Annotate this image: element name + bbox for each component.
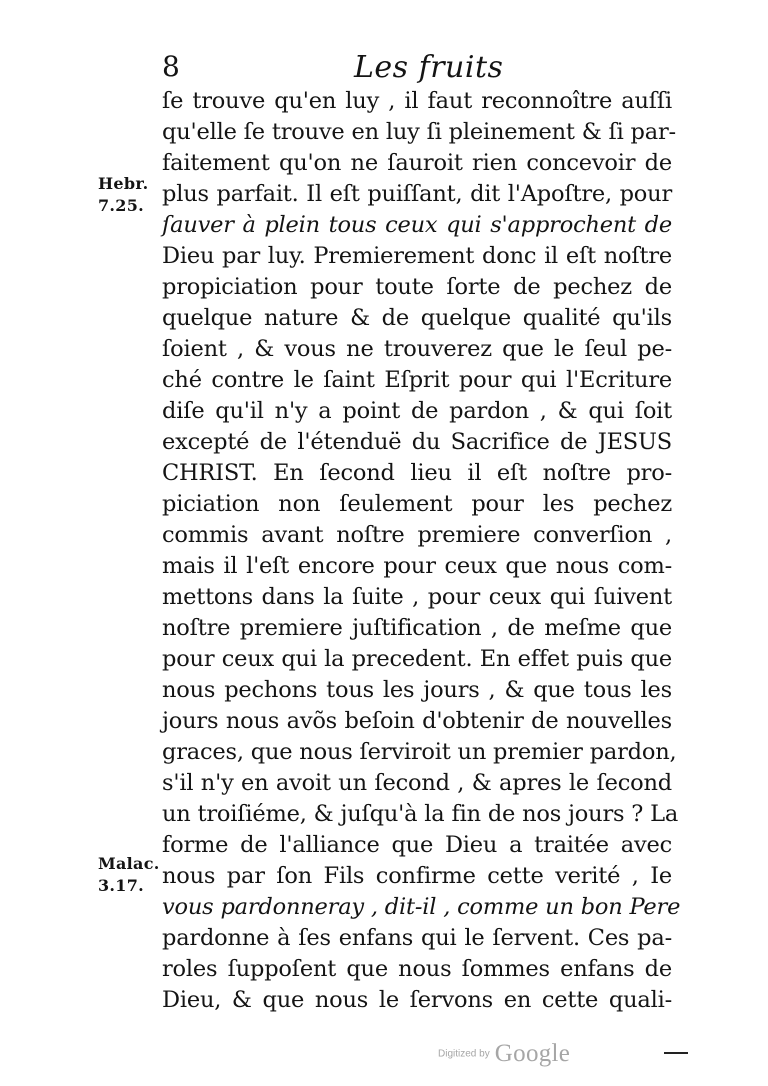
text-line: CHRIST. En ſecond lieu il eſt noſtre pro- <box>162 460 672 486</box>
text-line: ſoient , & vous ne trouverez que le ſeul pe- <box>162 336 672 362</box>
text-line: diſe qu'il n'y a point de pardon , & qui ſoit <box>162 398 672 424</box>
margin-note-malachi <box>98 853 160 897</box>
body-text <box>162 86 681 1016</box>
text-line: propiciation pour toute ſorte de pechez de <box>162 274 672 300</box>
text-line: piciation non ſeulement pour les pechez <box>162 491 672 517</box>
text-line: s'il n'y en avoit un ſecond , & apres le ſecond <box>162 770 672 796</box>
text-line: mettons dans la ſuite , pour ceux qui ſuivent <box>162 584 672 610</box>
running-title: Les fruits <box>354 50 504 85</box>
page-number: 8 <box>162 50 180 83</box>
text-line: vous pardonneray , dit-il , comme un bon Pere <box>162 894 681 920</box>
digitized-by-label: Digitized by <box>438 1048 490 1060</box>
text-line: ché contre le ſaint Eſprit pour qui l'Ecriture <box>162 367 672 393</box>
margin-note-verse: 3.17. <box>98 876 145 895</box>
corner-mark <box>664 1052 688 1054</box>
margin-note-hebrews <box>98 173 149 217</box>
text-line: faitement qu'on ne ſauroit rien concevoir de <box>162 150 672 176</box>
text-line: ſe trouve qu'en luy , il faut reconnoître auſſi <box>162 88 672 114</box>
text-line: pour ceux qui la precedent. En effet puis que <box>162 646 672 672</box>
text-line: nous par ſon Fils confirme cette verité , Ie <box>162 863 672 889</box>
text-line: quelque nature & de quelque qualité qu'ils <box>162 305 672 331</box>
text-line: noſtre premiere juſtification , de meſme que <box>162 615 672 641</box>
margin-note-book: Malac. <box>98 854 160 873</box>
text-line: plus parfait. Il eſt puiſſant, dit l'Apoſtre, pour <box>162 181 672 207</box>
digitized-by-google-watermark <box>438 1040 570 1068</box>
text-line: Dieu, & que nous le ſervons en cette quali- <box>162 987 672 1013</box>
text-line: un troiſiéme, & juſqu'à la fin de nos jours ? La <box>162 801 679 827</box>
page-header <box>162 50 662 90</box>
text-line: nous pechons tous les jours , & que tous les <box>162 677 672 703</box>
text-line: jours nous avõs beſoin d'obtenir de nouvelles <box>162 708 672 734</box>
text-line: excepté de l'étenduë du Sacrifice de JESUS <box>162 429 672 455</box>
text-line: ſauver à plein tous ceux qui s'approchent de <box>162 212 672 238</box>
margin-note-verse: 7.25. <box>98 196 145 215</box>
text-line: commis avant noſtre premiere converſion , <box>162 522 672 548</box>
text-line: forme de l'alliance que Dieu a traitée avec <box>162 832 672 858</box>
google-logo-text: Google <box>494 1040 571 1067</box>
text-line: mais il l'eſt encore pour ceux que nous com- <box>162 553 672 579</box>
text-line: Dieu par luy. Premierement donc il eſt noſtre <box>162 243 672 269</box>
text-line: roles ſuppoſent que nous ſommes enfans de <box>162 956 672 982</box>
margin-note-book: Hebr. <box>98 174 149 193</box>
text-line: qu'elle ſe trouve en luy ſi pleinement & ſi par- <box>162 119 676 145</box>
text-line: graces, que nous ſerviroit un premier pardon, <box>162 739 677 765</box>
text-line: pardonne à ſes enfans qui le ſervent. Ces pa- <box>162 925 672 951</box>
